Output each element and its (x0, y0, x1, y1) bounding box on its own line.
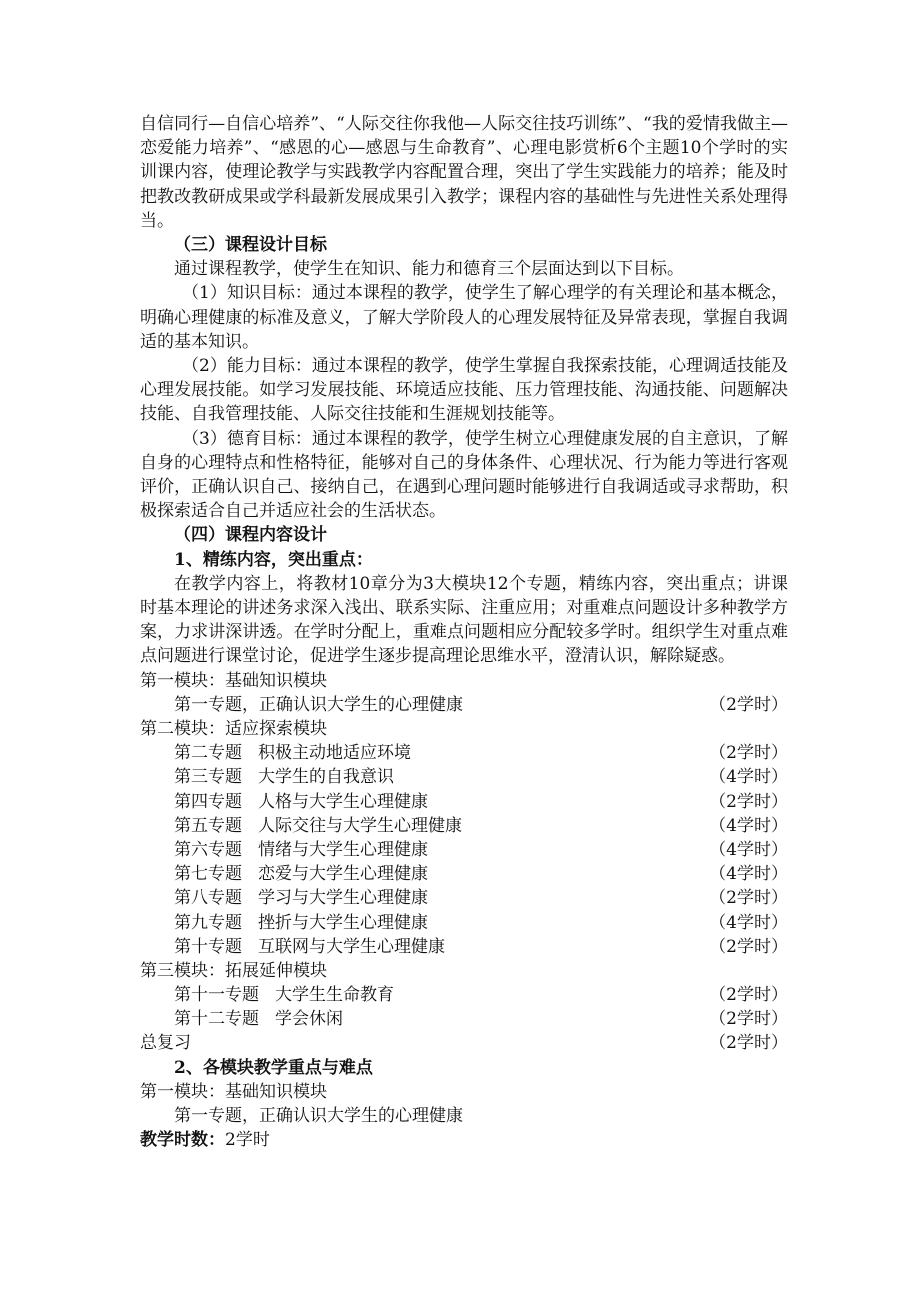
topic-hours: （2学时） (709, 1009, 788, 1030)
review-row (140, 1031, 788, 1055)
topic-row (140, 814, 788, 838)
topic-name: 学会休闲 (275, 1009, 343, 1030)
topic-number: 第四专题 (174, 791, 242, 812)
content-design-paragraph: 在教学内容上，将教材10章分为3大模块12个专题，精练内容，突出重点；讲课时基本理论的讲述务求深入浅出、联系实际、注重应用；对重难点问题设计多种教学方案，力求讲深讲透。在学时分配上，重难点问题相应分配较多学时。组织学生对重点难点问题进行课堂讨论，促进学生逐步提高理论思维水平，澄清认识，解除疑惑。 (140, 573, 788, 667)
review-hours: （2学时） (709, 1033, 788, 1054)
teaching-hours-value: 2学时 (225, 1130, 270, 1151)
topic-hours: （4学时） (709, 815, 788, 836)
topic-row (140, 765, 788, 789)
topic-hours: （2学时） (709, 985, 788, 1006)
topic-hours: （2学时） (709, 936, 788, 957)
topic-row (140, 1007, 788, 1031)
topic-number: 第六专题 (174, 839, 242, 860)
topic-row (140, 790, 788, 814)
topic-number: 第十专题 (174, 936, 242, 957)
topic-name: 人格与大学生心理健康 (258, 791, 428, 812)
teaching-hours-row (140, 1128, 788, 1152)
intro-paragraph: 自信同行—自信心培养”、“人际交往你我他—人际交往技巧训练”、“我的爱情我做主—恋爱能力培养”、“感恩的心—感恩与生命教育”、心理电影赏析6个主题10个学时的实训课内容，使理论教学与实践教学内容配置合理，突出了学生实践能力的培养；能及时把教改教研成果或学科最新发展成果引入教学；课程内容的基础性与先进性关系处理得当。 (140, 114, 788, 231)
module-2-title: 第二模块：适应探索模块 (140, 719, 327, 739)
topic-name: 人际交往与大学生心理健康 (258, 815, 462, 836)
topic-number: 第五专题 (174, 815, 242, 836)
topic-title: 第一专题，正确认识大学生的心理健康 (174, 694, 463, 715)
topic-number: 第三专题 (174, 767, 242, 788)
topic-row (140, 862, 788, 886)
topic-hours: （4学时） (709, 912, 788, 933)
ability-goal-paragraph: （2）能力目标：通过本课程的教学，使学生掌握自我探索技能，心理调适技能及心理发展技能。如学习发展技能、环境适应技能、压力管理技能、沟通技能、问题解决技能、自我管理技能、人际交往技能和生涯规划技能等。 (140, 356, 788, 425)
topic-hours: （2学时） (709, 694, 788, 715)
topic-name: 情绪与大学生心理健康 (258, 839, 428, 860)
topic-hours: （4学时） (709, 839, 788, 860)
review-label: 总复习 (140, 1033, 191, 1054)
topic-number: 第九专题 (174, 912, 242, 933)
document-page (140, 112, 788, 1152)
section-heading-design-goals: （三）课程设计目标 (174, 235, 327, 256)
topic-name: 恋爱与大学生心理健康 (258, 864, 428, 885)
topic-name: 挫折与大学生心理健康 (258, 912, 428, 933)
topic-name: 大学生生命教育 (275, 985, 394, 1006)
subheading-refine-content: 1、精练内容，突出重点： (174, 549, 373, 570)
module-2-topic-list (140, 741, 788, 959)
topic-row (140, 886, 788, 910)
teaching-hours-label: 教学时数： (140, 1130, 225, 1151)
topic-hours: （4学时） (709, 864, 788, 885)
topic-number: 第七专题 (174, 864, 242, 885)
topic-name: 学习与大学生心理健康 (258, 888, 428, 909)
topic-hours: （2学时） (709, 888, 788, 909)
topic-row (140, 693, 788, 717)
topic-number: 第十二专题 (174, 1009, 259, 1030)
subheading-key-points: 2、各模块教学重点与难点 (174, 1057, 373, 1078)
moral-goal-paragraph: （3）德育目标：通过本课程的教学，使学生树立心理健康发展的自主意识，了解自身的心理特点和性格特征，能够对自己的身体条件、心理状况、行为能力等进行客观评价，正确认识自己、接纳自己，在遇到心理问题时能够进行自我调适或寻求帮助，积极探索适合自己并适应社会的生活状态。 (140, 428, 788, 522)
topic-row (140, 935, 788, 959)
topic-hours: （4学时） (709, 767, 788, 788)
topic-name: 互联网与大学生心理健康 (258, 936, 445, 957)
module-3-topic-list (140, 983, 788, 1031)
topic-row (140, 911, 788, 935)
detail-topic-title: 第一专题，正确认识大学生的心理健康 (174, 1106, 463, 1126)
topic-name: 积极主动地适应环境 (258, 743, 411, 764)
module-3-title: 第三模块：拓展延伸模块 (140, 960, 327, 981)
topic-row (140, 741, 788, 765)
knowledge-goal-paragraph: （1）知识目标：通过本课程的教学，使学生了解心理学的有关理论和基本概念，明确心理健康的标准及意义，了解大学阶段人的心理发展特征及异常表现，掌握自我调适的基本知识。 (140, 283, 788, 352)
section-heading-content-design: （四）课程内容设计 (174, 525, 327, 546)
topic-number: 第二专题 (174, 743, 242, 764)
topic-number: 第十一专题 (174, 985, 259, 1006)
goals-lead-paragraph: 通过课程教学，使学生在知识、能力和德育三个层面达到以下目标。 (174, 259, 684, 280)
topic-hours: （2学时） (709, 791, 788, 812)
topic-hours: （2学时） (709, 743, 788, 764)
topic-row (140, 838, 788, 862)
topic-row (140, 983, 788, 1007)
topic-name: 大学生的自我意识 (258, 767, 394, 788)
topic-number: 第八专题 (174, 888, 242, 909)
detail-module-title: 第一模块：基础知识模块 (140, 1081, 327, 1102)
module-1-title: 第一模块：基础知识模块 (140, 670, 327, 691)
